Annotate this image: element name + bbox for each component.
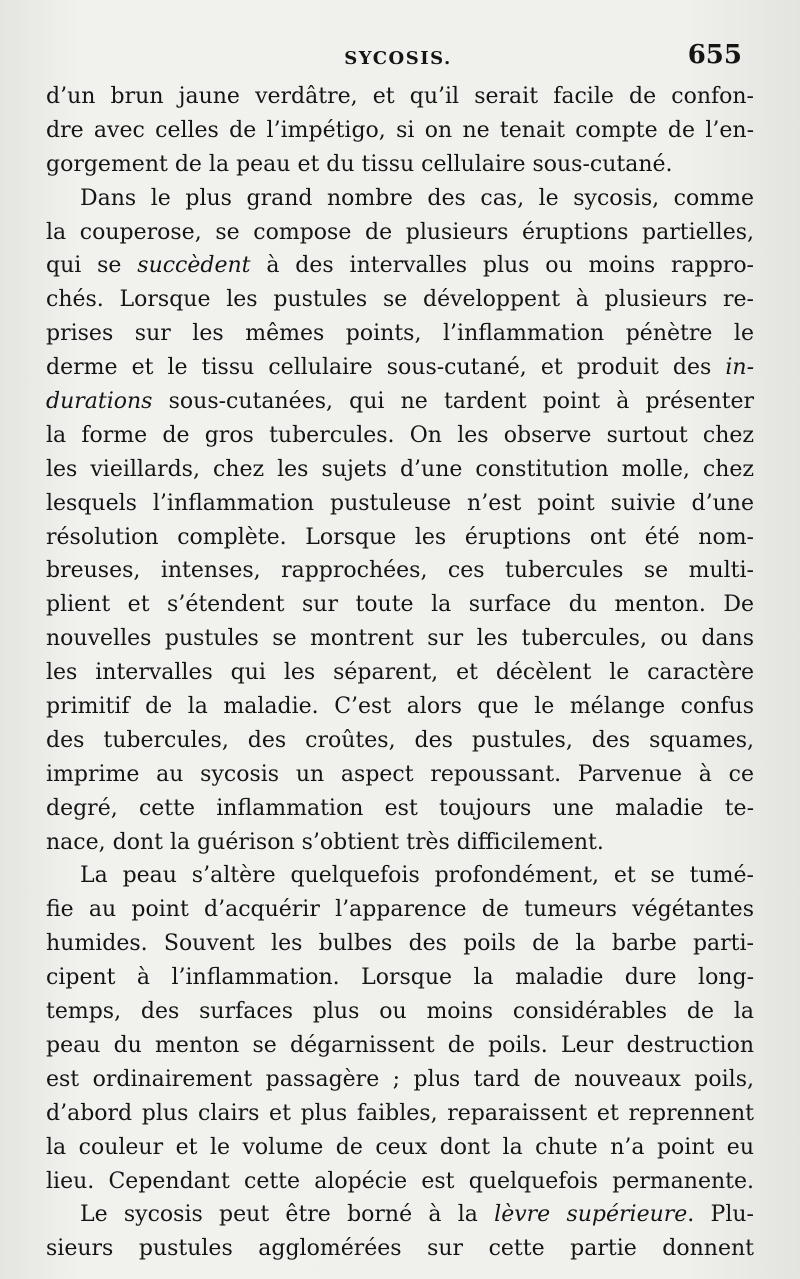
body-text: [46, 80, 754, 1266]
text-line: humides. Souvent les bulbes des poils de la barbe parti-: [46, 931, 754, 957]
text-line: nouvelles pustules se montrent sur les tubercules, ou dans: [46, 626, 754, 652]
text-line: lieu. Cependant cette alopécie est quelquefois permanente.: [46, 1168, 754, 1194]
paragraph-start-line: Le sycosis peut être borné à la lèvre supérieure. Plu-: [80, 1202, 754, 1228]
text-line: la forme de gros tubercules. On les observe surtout chez: [46, 422, 754, 448]
italic-term: durations: [46, 389, 153, 415]
text-line: résolution complète. Lorsque les éruptions ont été nom-: [46, 524, 754, 550]
page-number: 655: [687, 40, 742, 70]
text-line: d’un brun jaune verdâtre, et qu’il serait facile de confon-: [46, 84, 754, 109]
text-line: durations sous-cutanées, qui ne tardent point à présenter: [46, 389, 754, 415]
text-line: temps, des surfaces plus ou moins considérables de la: [46, 999, 754, 1025]
text-line: imprime au sycosis un aspect repoussant. Parvenue à ce: [46, 761, 754, 787]
text-line: la couperose, se compose de plusieurs éruptions partielles,: [46, 219, 754, 245]
text-line: cipent à l’inflammation. Lorsque la maladie dure long-: [46, 965, 754, 991]
text-line: plient et s’étendent sur toute la surface du menton. De: [46, 592, 754, 618]
page-header: [48, 38, 748, 78]
text-line: nace, dont la guérison s’obtient très difficilement.: [46, 829, 604, 855]
text-line: qui se succèdent à des intervalles plus ou moins rappro-: [46, 253, 754, 279]
text-line: peau du menton se dégarnissent de poils. Leur destruction: [46, 1032, 754, 1058]
text-line: chés. Lorsque les pustules se développent à plusieurs re-: [46, 287, 754, 313]
italic-term: succèdent: [137, 253, 251, 279]
text-line: gorgement de la peau et du tissu cellulaire sous-cutané.: [46, 151, 673, 177]
running-head: SYCOSIS.: [344, 48, 452, 69]
text-line: sieurs pustules agglomérées sur cette partie donnent: [46, 1236, 754, 1262]
text-line: derme et le tissu cellulaire sous-cutané, et produit des in-: [46, 355, 754, 381]
text-line: les intervalles qui les séparent, et décèlent le caractère: [46, 660, 754, 686]
paragraph-start-line: La peau s’altère quelquefois profondément, et se tumé-: [80, 863, 754, 889]
text-line: d’abord plus clairs et plus faibles, reparaissent et reprennent: [46, 1100, 754, 1126]
text-line: est ordinairement passagère ; plus tard de nouveaux poils,: [46, 1066, 754, 1092]
text-line: la couleur et le volume de ceux dont la chute n’a point eu: [46, 1134, 754, 1160]
italic-term: in-: [725, 355, 754, 381]
italic-term: lèvre supérieure: [494, 1202, 688, 1228]
text-line: des tubercules, des croûtes, des pustules, des squames,: [46, 727, 754, 753]
text-line: les vieillards, chez les sujets d’une constitution molle, chez: [46, 456, 754, 482]
text-line: breuses, intenses, rapprochées, ces tubercules se multi-: [46, 558, 754, 584]
text-line: fie au point d’acquérir l’apparence de tumeurs végétantes: [46, 897, 754, 923]
text-line: primitif de la maladie. C’est alors que le mélange confus: [46, 694, 754, 720]
text-line: prises sur les mêmes points, l’inflammation pénètre le: [46, 321, 754, 347]
text-line: dre avec celles de l’impétigo, si on ne tenait compte de l’en-: [46, 117, 754, 143]
text-line: lesquels l’inflammation pustuleuse n’est point suivie d’une: [46, 490, 754, 516]
text-line: degré, cette inflammation est toujours une maladie te-: [46, 795, 754, 821]
paragraph-start-line: Dans le plus grand nombre des cas, le sycosis, comme: [80, 185, 754, 211]
